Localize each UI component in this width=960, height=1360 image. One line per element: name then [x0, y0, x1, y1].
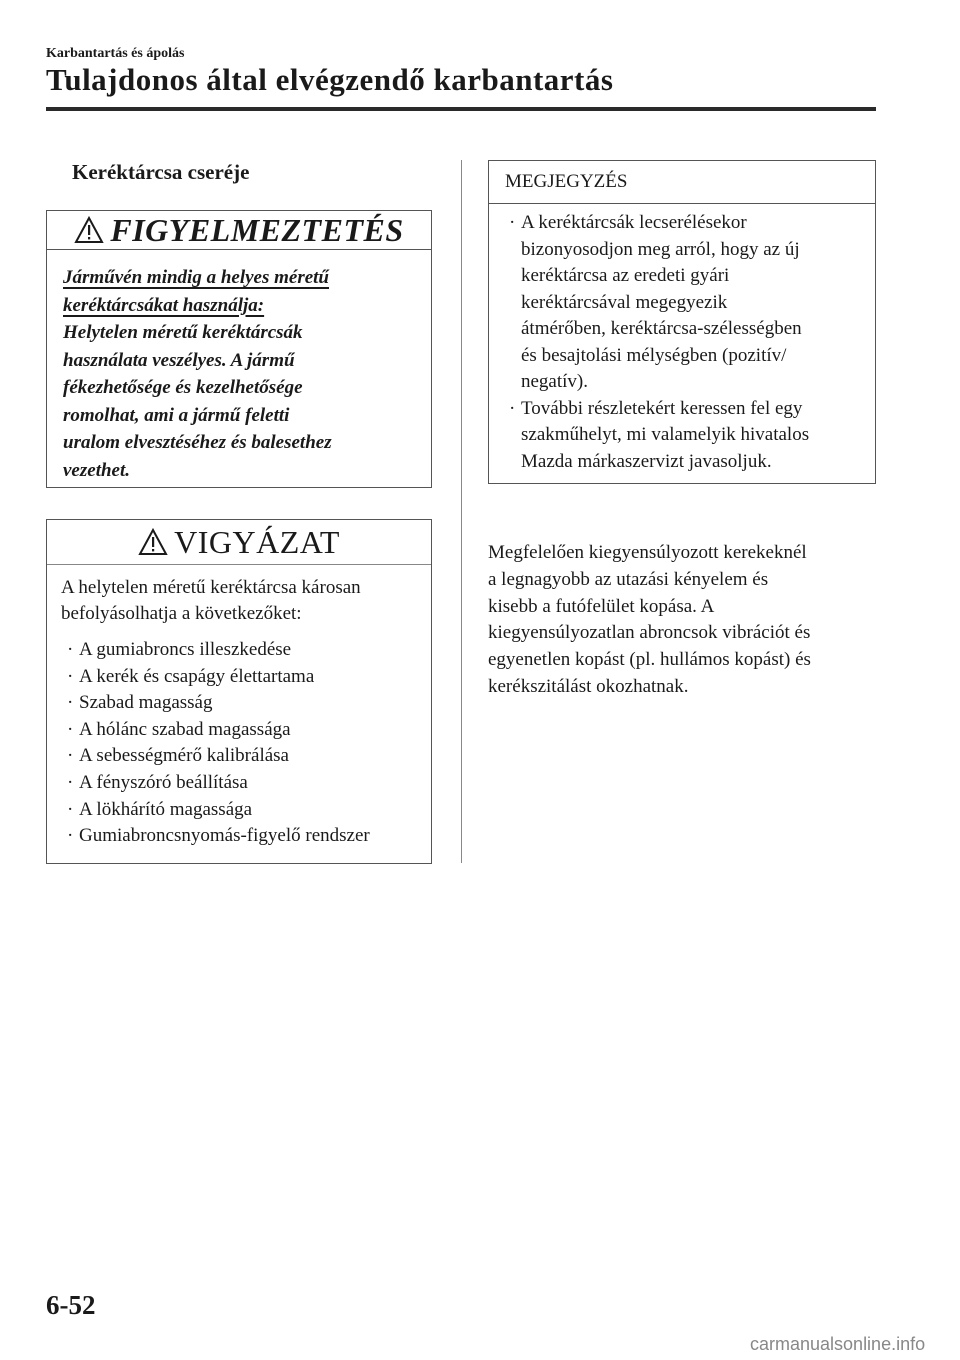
- note-line: A keréktárcsák lecserélésekor: [521, 212, 747, 233]
- paragraph-line: Megfelelően kiegyensúlyozott kerekeknél: [488, 542, 807, 563]
- paragraph-line: a legnagyobb az utazási kényelem és: [488, 568, 769, 590]
- bullet-icon: ·: [509, 212, 516, 233]
- note-box: [488, 160, 876, 484]
- list-item: [503, 210, 865, 396]
- list-item: [61, 664, 417, 691]
- list-item: [61, 823, 417, 850]
- list-item-text: A fényszóró beállítása: [79, 771, 248, 793]
- paragraph-line: kiegyensúlyozatlan abroncsok vibrációt és: [488, 622, 811, 644]
- caution-intro: [61, 575, 417, 627]
- warning-triangle-icon: [74, 216, 104, 244]
- note-line: és besajtolási mélységben (pozitív/: [521, 344, 787, 366]
- bullet-icon: ·: [67, 798, 74, 820]
- note-line: keréktárcsával megegyezik: [521, 291, 728, 313]
- list-item-text: A lökhárító magassága: [79, 798, 253, 820]
- note-line: keréktárcsa az eredeti gyári: [521, 265, 730, 286]
- bullet-icon: ·: [67, 771, 74, 793]
- page-title: Tulajdonos által elvégzendő karbantartás: [46, 62, 614, 97]
- paragraph-line: kerékszitálást okozhatnak.: [488, 675, 689, 697]
- column-divider: [461, 160, 462, 863]
- note-line: Mazda márkaszervizt javasoljuk.: [521, 450, 772, 472]
- warning-line: vezethet.: [63, 459, 131, 481]
- section-label: Karbantartás és ápolás: [46, 46, 185, 61]
- caution-intro-line: befolyásolhatja a következőket:: [61, 603, 302, 624]
- note-line: szakműhelyt, mi valamelyik hivatalos: [521, 424, 810, 445]
- caution-intro-line: A helytelen méretű keréktárcsa károsan: [61, 577, 361, 598]
- list-item-text: A hólánc szabad magassága: [79, 718, 291, 740]
- list-item: [61, 690, 417, 717]
- balance-paragraph: [488, 540, 883, 701]
- bullet-icon: ·: [67, 639, 74, 660]
- bullet-icon: ·: [67, 825, 74, 847]
- list-item: [61, 797, 417, 824]
- list-item-text: A gumiabroncs illeszkedése: [79, 639, 292, 660]
- watermark: carmanualsonline.info: [750, 1334, 926, 1354]
- subheading-wheel-change: Keréktárcsa cseréje: [72, 160, 250, 184]
- caution-title: VIGYÁZAT: [174, 523, 340, 560]
- paragraph-line: kisebb a futófelület kopása. A: [488, 595, 715, 617]
- warning-title: FIGYELMEZTETÉS: [110, 211, 404, 248]
- caution-list: [61, 637, 417, 850]
- warning-text: [47, 250, 431, 484]
- caution-text: [47, 565, 431, 850]
- note-title: MEGJEGYZÉS: [489, 161, 875, 204]
- list-item: [61, 743, 417, 770]
- note-list: [503, 210, 865, 475]
- bullet-icon: ·: [67, 665, 74, 687]
- note-text: [489, 204, 875, 475]
- warning-line: keréktárcsákat használja:: [63, 294, 265, 316]
- page-number: 6-52: [46, 1290, 96, 1320]
- note-line: bizonyosodjon meg arról, hogy az új: [521, 238, 800, 260]
- warning-triangle-icon: [138, 528, 168, 556]
- warning-line: romolhat, ami a jármű feletti: [63, 404, 290, 426]
- bullet-icon: ·: [509, 397, 516, 419]
- warning-line: fékezhetősége és kezelhetősége: [63, 377, 303, 398]
- bullet-icon: ·: [67, 745, 74, 767]
- warning-line: Helytelen méretű keréktárcsák: [63, 322, 303, 343]
- list-item-text: Szabad magasság: [79, 692, 213, 714]
- caution-header: [47, 520, 431, 565]
- list-item: [61, 770, 417, 797]
- list-item: [61, 717, 417, 744]
- warning-line: uralom elvesztéséhez és balesethez: [63, 432, 332, 453]
- warning-line: Járművén mindig a helyes méretű: [63, 267, 329, 288]
- warning-box: [46, 210, 432, 488]
- bullet-icon: ·: [67, 692, 74, 714]
- list-item: [61, 637, 417, 664]
- warning-line: használata veszélyes. A jármű: [63, 349, 295, 371]
- note-line: negatív).: [521, 371, 589, 392]
- list-item-text: Gumiabroncsnyomás-figyelő rendszer: [79, 825, 370, 847]
- note-line: átmérőben, keréktárcsa-szélességben: [521, 318, 802, 339]
- title-rule: [46, 107, 876, 111]
- warning-header: [47, 211, 431, 250]
- caution-box: [46, 519, 432, 864]
- note-line: További részletekért keressen fel egy: [521, 397, 803, 419]
- list-item-text: A sebességmérő kalibrálása: [79, 745, 289, 767]
- list-item: [503, 396, 865, 476]
- paragraph-line: egyenetlen kopást (pl. hullámos kopást) és: [488, 649, 811, 671]
- bullet-icon: ·: [67, 718, 74, 740]
- list-item-text: A kerék és csapágy élettartama: [79, 665, 315, 687]
